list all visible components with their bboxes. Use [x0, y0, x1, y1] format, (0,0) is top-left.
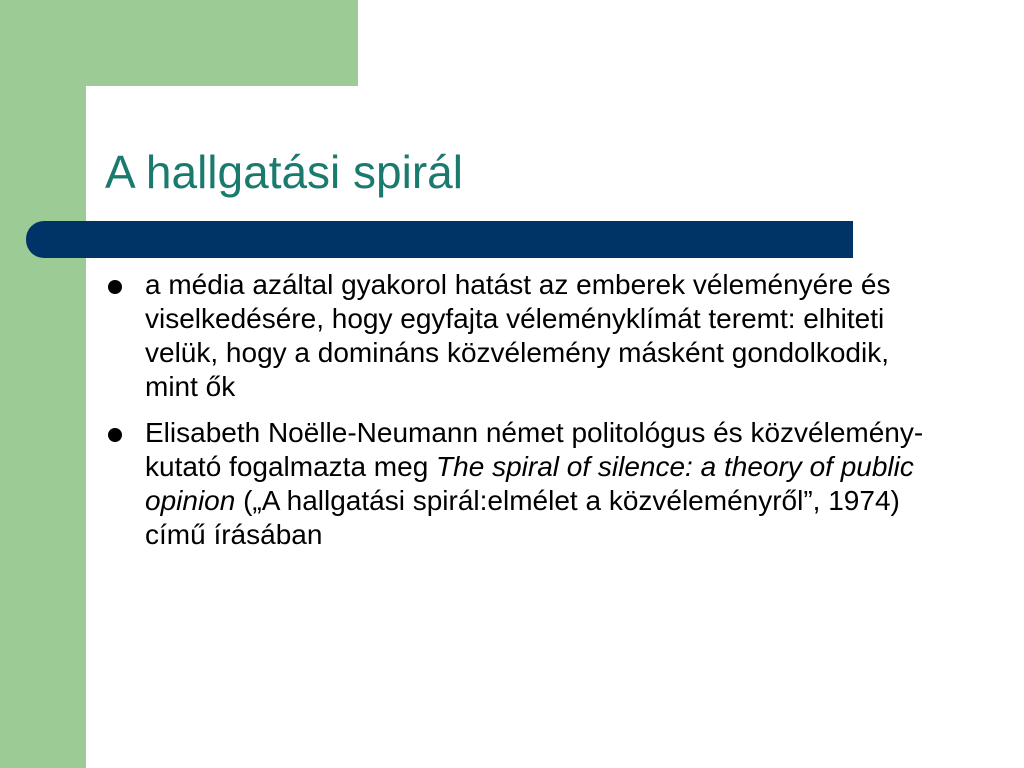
- book-title: The spiral of silence: a theory of public opinion: [145, 451, 914, 516]
- bullet-item: [105, 416, 925, 552]
- green-accent-left: [0, 0, 86, 768]
- green-accent-top: [0, 0, 358, 86]
- rounded-corner: [86, 86, 136, 136]
- bullet-text-before: Elisabeth Noëlle-Neumann német politológus és közvélemény-kutató fogalmazta meg: [145, 417, 924, 482]
- bullet-dot-icon: [108, 428, 122, 442]
- bullet-list: [105, 268, 925, 564]
- bullet-text-after: („A hallgatási spirál:elmélet a közvéleményről”, 1974) című írásában: [145, 485, 900, 550]
- bullet-text: a média azáltal gyakorol hatást az emberek véleményére és viselkedésére, hogy egyfajta véleményklímát teremt: elhiteti velük, hogy a domináns közvélemény másként gondolkodik, mint ők: [145, 269, 891, 402]
- bullet-dot-icon: [108, 280, 122, 294]
- title-underline-bar: [26, 221, 853, 258]
- slide-title: A hallgatási spirál: [105, 146, 463, 198]
- bullet-item: [105, 268, 925, 404]
